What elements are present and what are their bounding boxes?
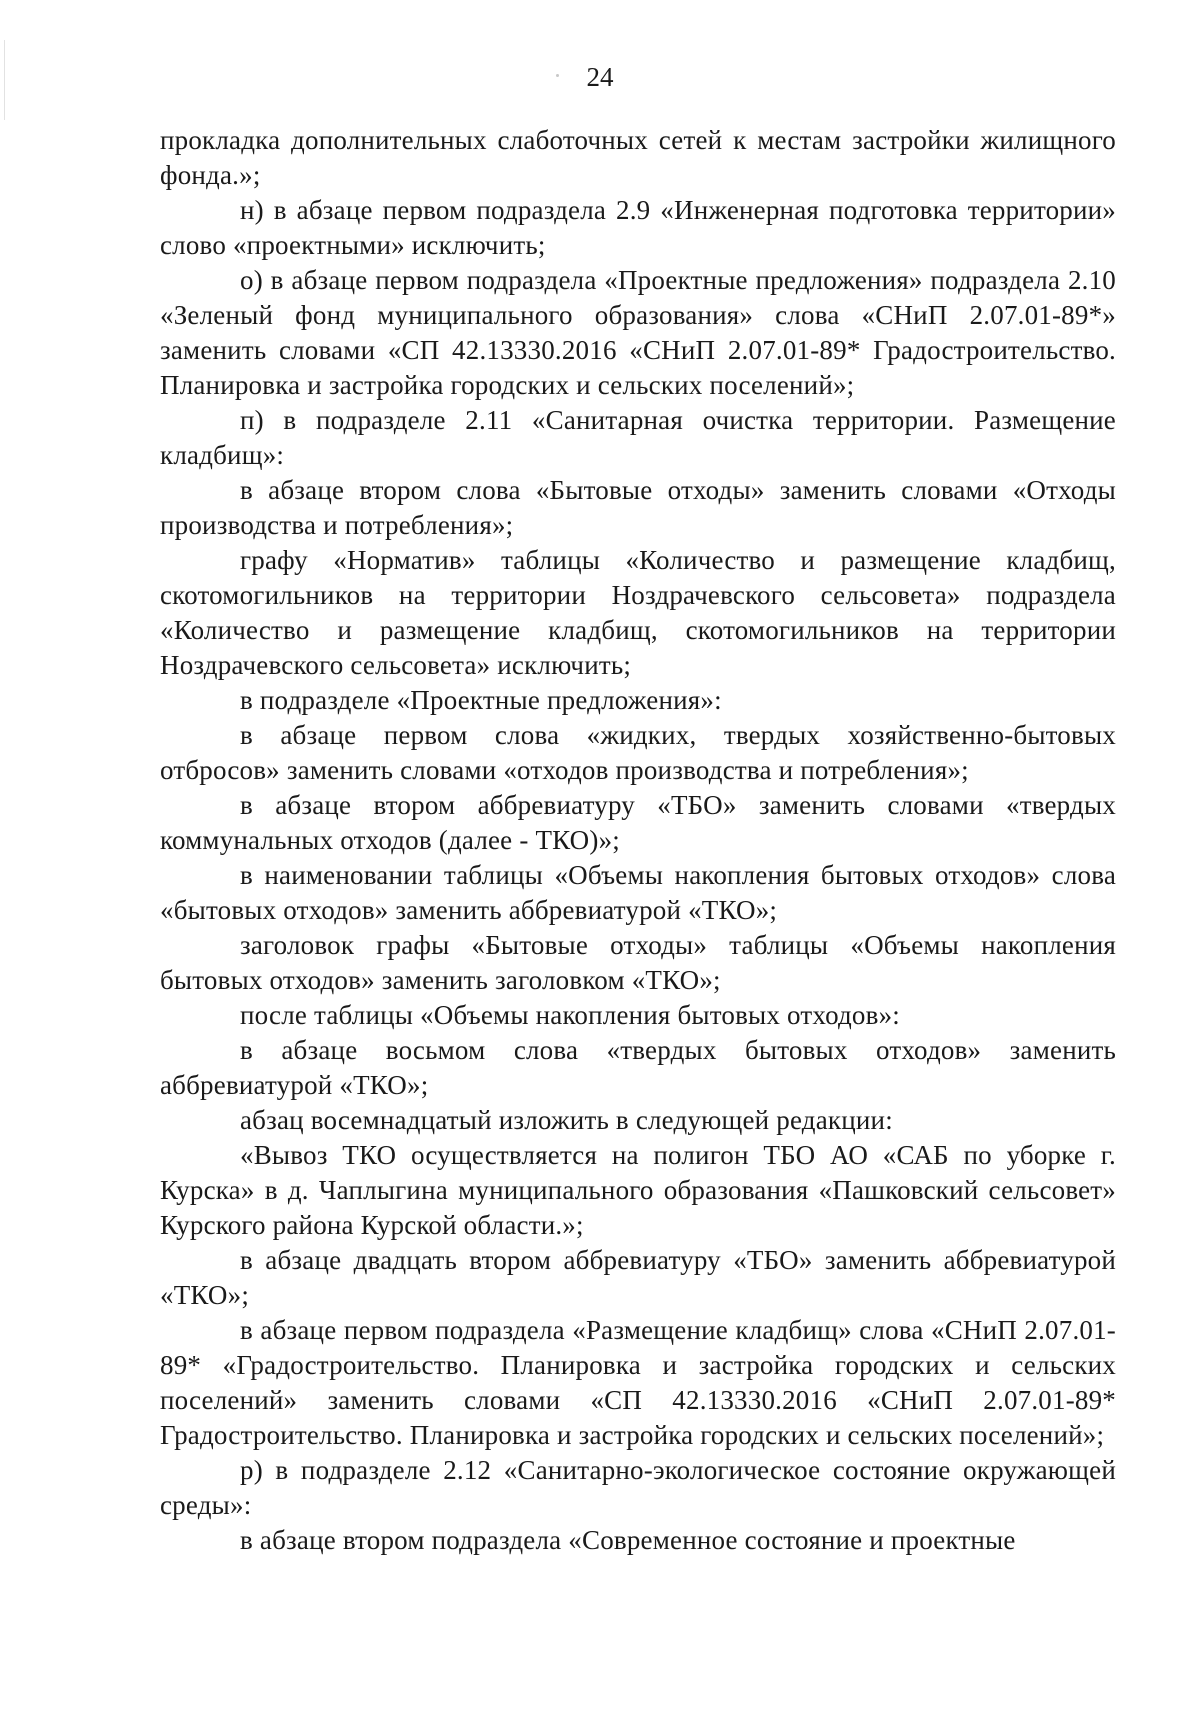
paragraph: п) в подразделе 2.11 «Санитарная очистка территории. Размещение кладбищ»:: [160, 405, 1116, 470]
paragraph: в абзаце первом слова «жидких, твердых хозяйственно-бытовых отбросов» заменить словами «отходов производства и потребления»;: [160, 720, 1116, 785]
paragraph: в абзаце втором аббревиатуру «ТБО» заменить словами «твердых коммунальных отходов (далее - ТКО)»;: [160, 790, 1116, 855]
paragraph: заголовок графы «Бытовые отходы» таблицы «Объемы накопления бытовых отходов» заменить заголовком «ТКО»;: [160, 930, 1116, 995]
paragraph: н) в абзаце первом подраздела 2.9 «Инженерная подготовка территории» слово «проектными» исключить;: [160, 195, 1116, 260]
paragraph: в абзаце восьмом слова «твердых бытовых отходов» заменить аббревиатурой «ТКО»;: [160, 1035, 1116, 1100]
paragraph: в наименовании таблицы «Объемы накопления бытовых отходов» слова «бытовых отходов» заменить аббревиатурой «ТКО»;: [160, 860, 1116, 925]
page-number: 24: [586, 62, 614, 92]
paragraph: в абзаце первом подраздела «Размещение кладбищ» слова «СНиП 2.07.01-89* «Градостроительство. Планировка и застройка городских и сельских поселений» заменить словами «СП 42.13330.2016 «СНиП 2.07.01-89* Градостроительство. Планировка и застройка городских и сельских поселений»;: [160, 1315, 1116, 1450]
document-body: [160, 123, 1116, 1558]
scan-line: [4, 40, 5, 120]
paragraph: в абзаце втором подраздела «Современное состояние и проектные: [240, 1525, 1016, 1555]
paragraph: «Вывоз ТКО осуществляется на полигон ТБО АО «САБ по уборке г. Курска» в д. Чаплыгина муниципального образования «Пашковский сельсовет» Курского района Курской области.»;: [160, 1140, 1116, 1240]
paragraph: в подразделе «Проектные предложения»:: [240, 685, 722, 715]
paragraph: в абзаце двадцать втором аббревиатуру «ТБО» заменить аббревиатурой «ТКО»;: [160, 1245, 1116, 1310]
paragraph: р) в подразделе 2.12 «Санитарно-экологическое состояние окружающей среды»:: [160, 1455, 1116, 1520]
scan-dot: [556, 74, 559, 77]
paragraph: графу «Норматив» таблицы «Количество и размещение кладбищ, скотомогильников на территории Ноздрачевского сельсовета» подраздела «Количество и размещение кладбищ, скотомогильников на территории Ноздрачевского сельсовета» исключить;: [160, 545, 1116, 680]
paragraph: абзац восемнадцатый изложить в следующей редакции:: [240, 1105, 893, 1135]
paragraph: о) в абзаце первом подраздела «Проектные предложения» подраздела 2.10 «Зеленый фонд муниципального образования» слова «СНиП 2.07.01-89*» заменить словами «СП 42.13330.2016 «СНиП 2.07.01-89* Градостроительство. Планировка и застройка городских и сельских поселений»;: [160, 265, 1116, 400]
paragraph: в абзаце втором слова «Бытовые отходы» заменить словами «Отходы производства и потребления»;: [160, 475, 1116, 540]
paragraph: прокладка дополнительных слаботочных сетей к местам застройки жилищного фонда.»;: [160, 125, 1116, 190]
paragraph: после таблицы «Объемы накопления бытовых отходов»:: [240, 1000, 900, 1030]
